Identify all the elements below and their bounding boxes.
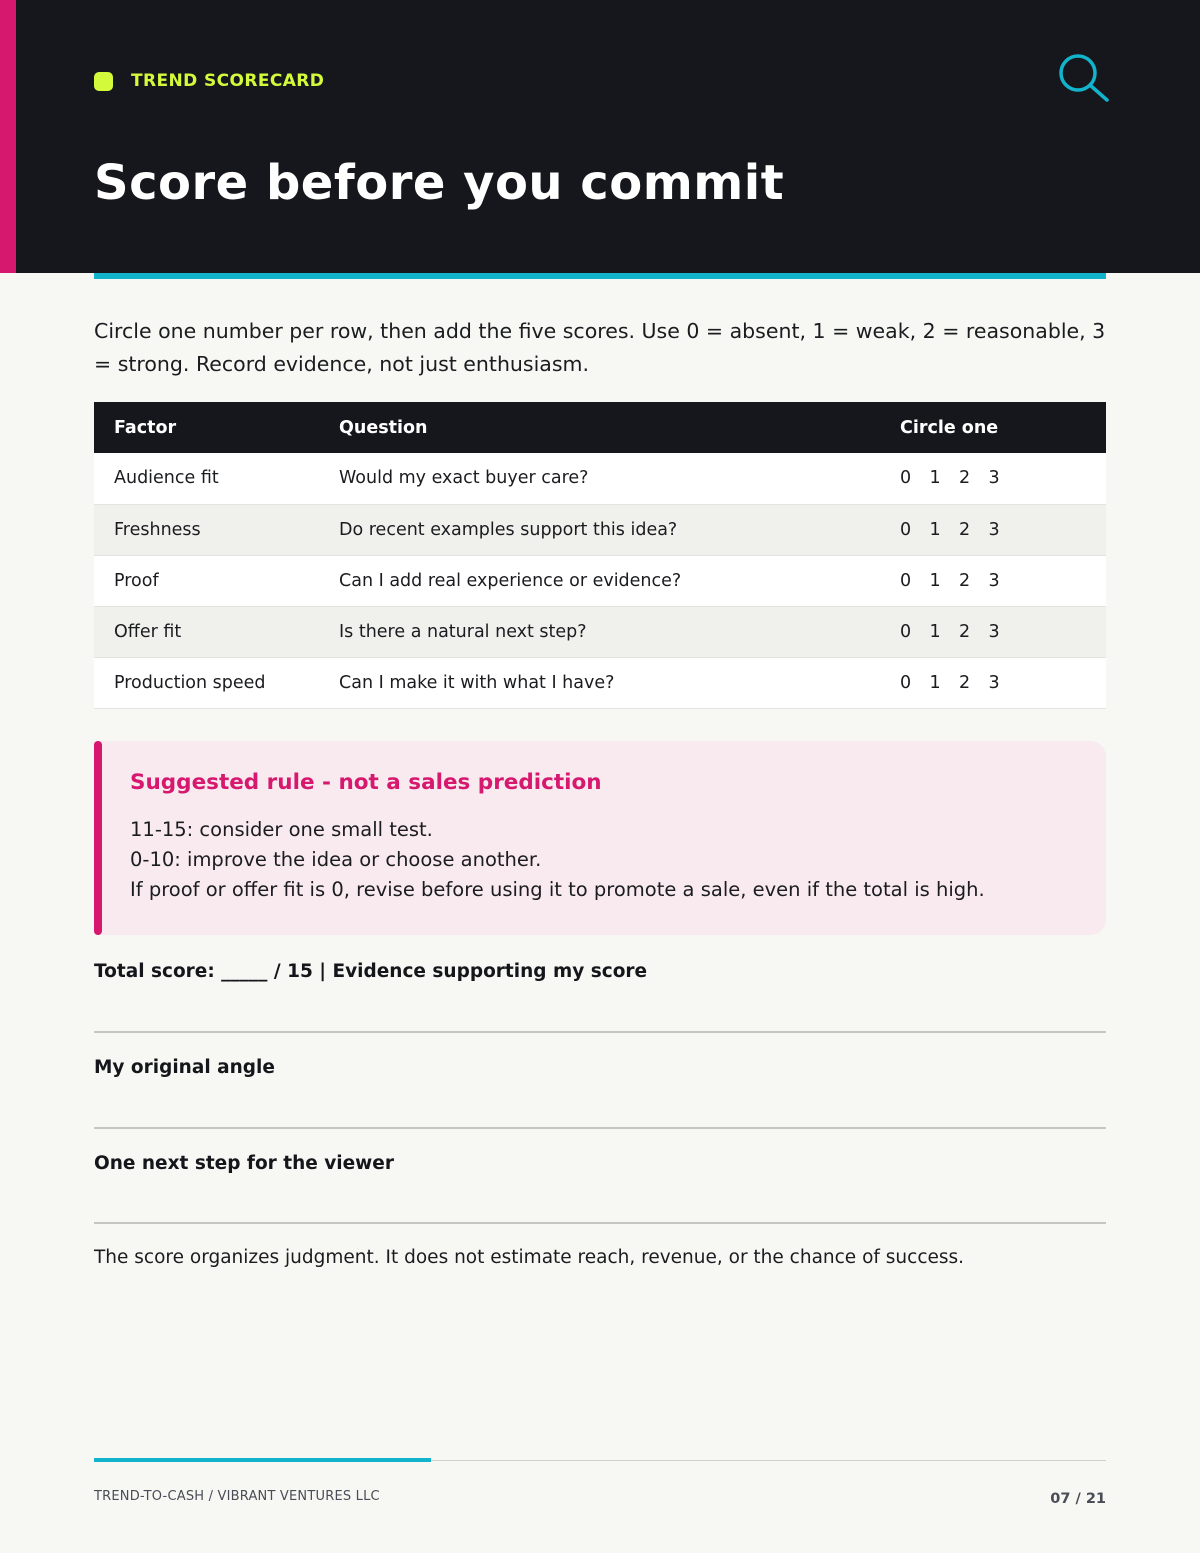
factor-cell: Audience fit bbox=[94, 453, 319, 504]
page-title: Score before you commit bbox=[94, 155, 785, 211]
original-angle-label: My original angle bbox=[94, 1057, 275, 1078]
column-header-circle-one: Circle one bbox=[880, 402, 1106, 453]
suggested-rule-callout bbox=[94, 741, 1106, 935]
factor-cell: Production speed bbox=[94, 657, 319, 708]
score-option[interactable]: 2 bbox=[959, 621, 971, 642]
question-cell: Would my exact buyer care? bbox=[319, 453, 880, 504]
score-option[interactable]: 2 bbox=[959, 570, 971, 591]
question-cell: Can I add real experience or evidence? bbox=[319, 555, 880, 606]
total-score-write-line[interactable] bbox=[94, 1031, 1106, 1033]
score-option[interactable]: 1 bbox=[929, 570, 941, 591]
score-options bbox=[880, 657, 1106, 708]
scorecard-table bbox=[94, 402, 1106, 709]
score-option[interactable]: 2 bbox=[959, 519, 971, 540]
disclaimer-note: The score organizes judgment. It does not estimate reach, revenue, or the chance of success. bbox=[94, 1247, 965, 1268]
table-row bbox=[94, 453, 1106, 504]
original-angle-write-line[interactable] bbox=[94, 1127, 1106, 1129]
score-option[interactable]: 1 bbox=[929, 519, 941, 540]
score-option[interactable]: 3 bbox=[988, 468, 1000, 489]
score-option[interactable]: 0 bbox=[900, 468, 912, 489]
score-option[interactable]: 1 bbox=[929, 468, 941, 489]
factor-cell: Offer fit bbox=[94, 606, 319, 657]
table-header-row bbox=[94, 402, 1106, 453]
page-header bbox=[0, 0, 1200, 273]
score-option[interactable]: 0 bbox=[900, 519, 912, 540]
column-header-factor: Factor bbox=[94, 402, 319, 453]
factor-cell: Proof bbox=[94, 555, 319, 606]
score-option[interactable]: 3 bbox=[988, 570, 1000, 591]
callout-title: Suggested rule - not a sales prediction bbox=[130, 770, 602, 795]
callout-accent-bar bbox=[94, 741, 102, 935]
eyebrow-dot bbox=[94, 72, 113, 91]
score-options bbox=[880, 555, 1106, 606]
callout-line: 11-15: consider one small test. bbox=[130, 818, 433, 841]
callout-line: 0-10: improve the idea or choose another. bbox=[130, 848, 542, 871]
header-accent-rule bbox=[94, 273, 1106, 279]
score-option[interactable]: 0 bbox=[900, 621, 912, 642]
eyebrow bbox=[94, 71, 324, 91]
score-option[interactable]: 3 bbox=[988, 672, 1000, 693]
intro-text: Circle one number per row, then add the five scores. Use 0 = absent, 1 = weak, 2 = reasonable, 3 = strong. Record evidence, not just enthusiasm. bbox=[94, 319, 1106, 376]
table-row bbox=[94, 657, 1106, 708]
factor-cell: Freshness bbox=[94, 504, 319, 555]
column-header-question: Question bbox=[319, 402, 880, 453]
score-option[interactable]: 0 bbox=[900, 570, 912, 591]
table-row bbox=[94, 504, 1106, 555]
score-option[interactable]: 1 bbox=[929, 621, 941, 642]
score-option[interactable]: 3 bbox=[988, 519, 1000, 540]
score-option[interactable]: 2 bbox=[959, 468, 971, 489]
footer-publisher: TREND-TO-CASH / VIBRANT VENTURES LLC bbox=[94, 1489, 380, 1504]
question-cell: Is there a natural next step? bbox=[319, 606, 880, 657]
callout-line: If proof or offer fit is 0, revise before using it to promote a sale, even if the total is high. bbox=[130, 878, 985, 901]
table-row bbox=[94, 555, 1106, 606]
score-option[interactable]: 2 bbox=[959, 672, 971, 693]
search-icon bbox=[1057, 52, 1111, 102]
next-step-write-line[interactable] bbox=[94, 1222, 1106, 1224]
question-cell: Do recent examples support this idea? bbox=[319, 504, 880, 555]
footer-progress-accent bbox=[94, 1458, 431, 1462]
total-score-label: Total score: _____ / 15 | Evidence supporting my score bbox=[94, 961, 648, 982]
page-number: 07 / 21 bbox=[1050, 1491, 1106, 1507]
score-options bbox=[880, 504, 1106, 555]
eyebrow-label: TREND SCORECARD bbox=[131, 71, 325, 91]
score-options bbox=[880, 606, 1106, 657]
score-options bbox=[880, 453, 1106, 504]
header-side-stripe bbox=[0, 0, 16, 273]
score-option[interactable]: 3 bbox=[988, 621, 1000, 642]
score-option[interactable]: 0 bbox=[900, 672, 912, 693]
question-cell: Can I make it with what I have? bbox=[319, 657, 880, 708]
next-step-label: One next step for the viewer bbox=[94, 1153, 394, 1174]
score-option[interactable]: 1 bbox=[929, 672, 941, 693]
table-row bbox=[94, 606, 1106, 657]
callout-body bbox=[130, 815, 985, 905]
